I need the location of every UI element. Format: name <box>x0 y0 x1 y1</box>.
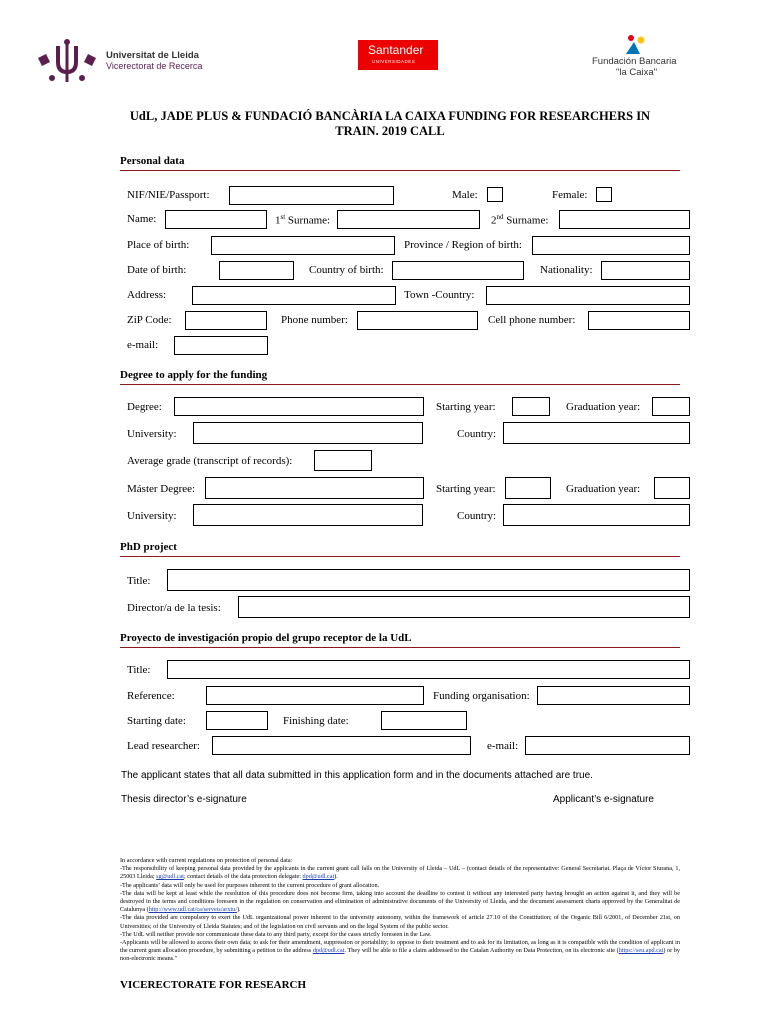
udl-emblem-icon <box>36 38 98 84</box>
director-label: Director/a de la tesis: <box>127 602 221 614</box>
udl-sub: Vicerectorat de Recerca <box>106 61 203 71</box>
legal-p5: -The UdL will neither provide nor communicate these data to any third party, except for the cases strictly foreseen in the Law. <box>120 930 432 938</box>
town-label: Town -Country: <box>404 289 475 301</box>
address-label: Address: <box>127 289 167 301</box>
country-birth-field[interactable] <box>392 261 524 280</box>
caixa-logo <box>590 32 690 80</box>
degree-label: Degree: <box>127 401 162 413</box>
starting-date-label: Starting date: <box>127 715 186 727</box>
nif-label: NIF/NIE/Passport: <box>127 189 210 201</box>
surname2-label: 2nd Surname: <box>491 213 549 227</box>
caixa-sub: "la Caixa" <box>616 67 658 78</box>
starting-year-label: Starting year: <box>436 401 496 413</box>
caixa-star-icon <box>622 32 648 54</box>
form-title-line2: TRAIN. 2019 CALL <box>335 124 445 138</box>
email-field[interactable] <box>174 336 268 355</box>
cell-field[interactable] <box>588 311 690 330</box>
province-field[interactable] <box>532 236 690 255</box>
legal-p2: -The applicants’ data will only be used for purposes inherent to the current procedure of grant allocation. <box>120 881 380 889</box>
udl-logo <box>36 38 236 84</box>
graduation-year2-label: Graduation year: <box>566 483 641 495</box>
graduation-year-field[interactable] <box>652 397 690 416</box>
master-degree-label: Máster Degree: <box>127 483 196 495</box>
surname1-label: 1st Surname: <box>275 213 331 227</box>
master-degree-field[interactable] <box>205 477 424 499</box>
surname1-field[interactable] <box>337 210 480 229</box>
finishing-date-label: Finishing date: <box>283 715 349 727</box>
province-label: Province / Region of birth: <box>404 239 522 251</box>
address-field[interactable] <box>192 286 396 305</box>
surname2-field[interactable] <box>559 210 690 229</box>
name-label: Name: <box>127 213 157 225</box>
data-protection-notice <box>120 857 680 964</box>
starting-year2-label: Starting year: <box>436 483 496 495</box>
dpd-email-link-2[interactable]: dpd@udl.cat <box>312 947 345 955</box>
date-birth-label: Date of birth: <box>127 264 187 276</box>
applicant-signature-label: Applicant’s e-signature <box>553 794 654 805</box>
male-checkbox[interactable] <box>487 187 503 202</box>
average-grade-field[interactable] <box>314 450 372 471</box>
average-grade-label: Average grade (transcript of records): <box>127 455 293 467</box>
zip-field[interactable] <box>185 311 267 330</box>
legal-p6: -Applicants will be allowed to access their own data; to ask for their amendment, suppression or portability; to oppose to their treatment and to ask for its limitation, as long as it is compatible with the condition of applicant in the current grant allocation procedure, by submitting a petition to the address dpd@udl.cat. They will be able to file a claim addressed to the Catalan Authority on Data Protection, on its electronic site (https://seu.apd.cat) or by non-electronic means." <box>120 939 680 963</box>
director-signature-label: Thesis director’s e-signature <box>121 794 247 805</box>
dpd-email-link[interactable]: dpd@udl.cat <box>302 873 335 881</box>
university-label: University: <box>127 428 177 440</box>
name-field[interactable] <box>165 210 267 229</box>
santander-name: Santander <box>368 43 424 57</box>
sg-email-link[interactable]: sg@udl.cat <box>156 873 184 881</box>
town-field[interactable] <box>486 286 690 305</box>
section-phd-project: PhD project <box>120 541 680 557</box>
finishing-date-field[interactable] <box>381 711 467 730</box>
country-field[interactable] <box>503 422 690 444</box>
male-label: Male: <box>452 189 478 201</box>
phone-label: Phone number: <box>281 314 348 326</box>
university-field[interactable] <box>193 422 423 444</box>
country2-label: Country: <box>457 510 497 522</box>
place-birth-field[interactable] <box>211 236 395 255</box>
graduation-year2-field[interactable] <box>654 477 690 499</box>
santander-logo <box>358 40 438 70</box>
university2-field[interactable] <box>193 504 423 526</box>
applicant-statement: The applicant states that all data submitted in this application form and in the documents attached are true. <box>121 770 593 781</box>
country-label: Country: <box>457 428 497 440</box>
reference-field[interactable] <box>206 686 424 705</box>
project-email-field[interactable] <box>525 736 690 755</box>
legal-intro: In accordance with current regulations on protection of personal data: <box>120 857 293 864</box>
phd-title-field[interactable] <box>167 569 690 591</box>
starting-year2-field[interactable] <box>505 477 551 499</box>
phone-field[interactable] <box>357 311 478 330</box>
graduation-year-label: Graduation year: <box>566 401 641 413</box>
country-birth-label: Country of birth: <box>309 264 384 276</box>
female-checkbox[interactable] <box>596 187 612 202</box>
nationality-label: Nationality: <box>540 264 593 276</box>
apd-link[interactable]: https://seu.apd.cat <box>618 947 664 955</box>
date-birth-field[interactable] <box>219 261 294 280</box>
funding-label: Funding organisation: <box>433 690 530 702</box>
starting-date-field[interactable] <box>206 711 268 730</box>
form-title-line1: UdL, JADE PLUS & FUNDACIÓ BANCÀRIA LA CAIXA FUNDING FOR RESEARCHERS IN <box>129 109 651 123</box>
reference-label: Reference: <box>127 690 175 702</box>
legal-p3: -The data will be kept at least while the resolution of this procedure does not become firm, taking into account the deadline to contest it without any interested party having brought an action against it, and they will be destroyed in the terms and conditions foreseen in the regulation on conservation and elimination of administrative documents of the University of Lleida, and the document assessment charts approved by the Generalitat de Catalunya (http://www.udl.cat/ca/serveis/arxiu/). <box>120 889 680 914</box>
director-field[interactable] <box>238 596 690 618</box>
lead-researcher-label: Lead researcher: <box>127 740 200 752</box>
zip-label: ZiP Code: <box>127 314 172 326</box>
legal-p4: -The data provided are compulsory to exert the UdL organizational power inherent to the university autonomy, within the framework of article 27.10 of the Constitution; of the Organic Bill 6/2001, of December 21st, on Universities; of the University of Lleida Statutes; and of the legislation on civil servants and on the legal System of the public sector. <box>120 914 680 930</box>
footer-vicerectorate: VICERECTORATE FOR RESEARCH <box>120 979 307 991</box>
email-label: e-mail: <box>127 339 159 351</box>
nationality-field[interactable] <box>601 261 690 280</box>
caixa-name: Fundación Bancaria <box>592 56 677 67</box>
project-title-label: Title: <box>127 664 151 676</box>
country2-field[interactable] <box>503 504 690 526</box>
starting-year-field[interactable] <box>512 397 550 416</box>
funding-field[interactable] <box>537 686 690 705</box>
degree-field[interactable] <box>174 397 424 416</box>
nif-field[interactable] <box>229 186 394 205</box>
section-personal-data: Personal data <box>120 155 680 171</box>
archive-link[interactable]: http://www.udl.cat/ca/serveis/arxiu/ <box>148 906 237 914</box>
project-email-label: e-mail: <box>487 740 519 752</box>
section-degree: Degree to apply for the funding <box>120 369 680 385</box>
female-label: Female: <box>552 189 588 201</box>
cell-label: Cell phone number: <box>488 314 576 326</box>
project-title-field[interactable] <box>167 660 690 679</box>
lead-researcher-field[interactable] <box>212 736 471 755</box>
santander-sub: UNIVERSIDADES <box>372 59 416 64</box>
place-birth-label: Place of birth: <box>127 239 190 251</box>
university2-label: University: <box>127 510 177 522</box>
legal-p1: -The responsibility of keeping personal data provided by the applicants in the current grant call falls on the University of Lleida – UdL – (contact details of the representative: General Secretariat. Plaça de Víctor Siurana, 1, 25003 Lleida; sg@udl.cat; contact details of the data protection delegate: dpd@udl.cat). <box>120 865 680 881</box>
udl-name: Universitat de Lleida <box>106 50 199 61</box>
section-research-project: Proyecto de investigación propio del grupo receptor de la UdL <box>120 632 680 648</box>
phd-title-label: Title: <box>127 575 151 587</box>
